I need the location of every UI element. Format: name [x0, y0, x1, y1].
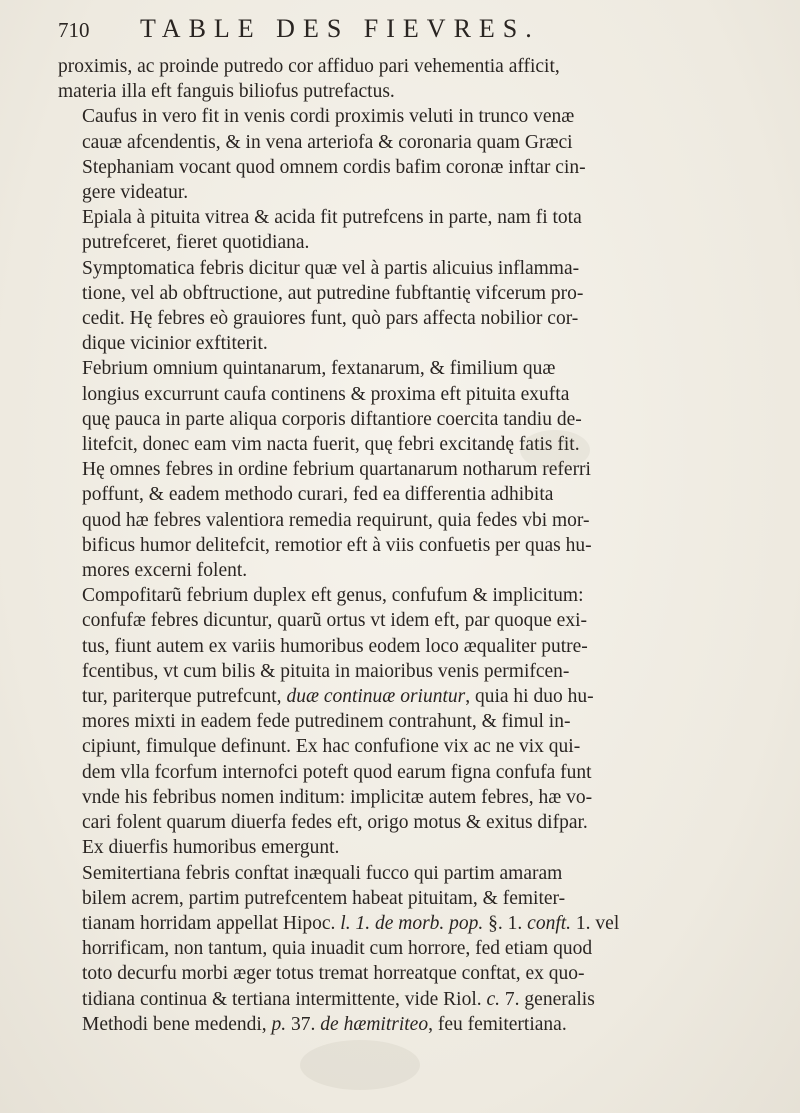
text-line: Methodi bene medendi, p. 37. de hæmitriteo, feu femitertiana.	[82, 1013, 567, 1035]
text-line: longius excurrunt caufa continens & proxima eft pituita exufta	[82, 383, 570, 405]
text-line: Ex diuerfis humoribus emergunt.	[82, 837, 340, 859]
text-line: confufæ febres dicuntur, quarũ ortus vt idem eft, par quoque exi-	[82, 610, 587, 632]
page-number: 710	[58, 18, 90, 42]
text-line: proximis, ac proinde putredo cor affiduo pari vehementia afficit,	[58, 56, 560, 77]
text-line: tidiana continua & tertiana intermittente, vide Riol. c. 7. generalis	[82, 988, 595, 1010]
paragraph	[58, 205, 766, 255]
text-line: Epiala à pituita vitrea & acida fit putrefcens in parte, nam fi tota	[82, 207, 582, 229]
text-line: cedit. Hę febres eò grauiores funt, quò pars affecta nobilior cor-	[82, 308, 579, 330]
text-line: tione, vel ab obftructione, aut putredine fubftantię vifcerum pro-	[82, 282, 584, 304]
text-line: bificus humor delitefcit, remotior eft à viis confuetis per quas hu-	[82, 534, 592, 556]
text-body	[58, 54, 766, 1037]
text-line: toto decurfu morbi æger totus tremat horreatque conftat, ex quo-	[82, 963, 585, 985]
italic-text: de hæmitriteo	[320, 1013, 429, 1035]
text-line: Compofitarũ febrium duplex eft genus, confufum & implicitum:	[82, 585, 584, 607]
text-line: fcentibus, vt cum bilis & pituita in maioribus venis permifcen-	[82, 660, 570, 682]
text-line: Semitertiana febris conftat inæquali fucco qui partim amaram	[82, 862, 563, 884]
text-line: horrificam, non tantum, quia inuadit cum horrore, fed etiam quod	[82, 938, 593, 960]
italic-text: duæ continuæ oriuntur	[286, 686, 466, 708]
text-line: poffunt, & eadem methodo curari, fed ea differentia adhibita	[82, 484, 554, 506]
italic-text: p.	[271, 1013, 287, 1035]
running-title: TABLE DES FIEVRES.	[140, 14, 540, 43]
text-line: litefcit, donec eam vim nacta fuerit, quę febri excitandę fatis fit.	[82, 434, 580, 456]
text-line: tianam horridam appellat Hipoc. l. 1. de morb. pop. §. 1. conft. 1. vel	[82, 912, 620, 934]
text-line: putrefceret, fieret quotidiana.	[82, 232, 310, 254]
text-line: Febrium omnium quintanarum, fextanarum, & fimilium quæ	[82, 358, 556, 380]
italic-text: conft.	[527, 912, 572, 934]
text-line: vnde his febribus nomen inditum: implicitæ autem febres, hæ vo-	[82, 786, 593, 808]
text-line: dique vicinior exftiterit.	[82, 333, 268, 355]
text-line: cari folent quarum diuerfa fedes eft, origo motus & exitus difpar.	[82, 812, 588, 834]
text-line: mores excerni folent.	[82, 560, 248, 582]
text-line: tus, fiunt autem ex variis humoribus eodem loco æqualiter putre-	[82, 635, 588, 657]
text-line: tur, pariterque putrefcunt, duæ continuæ oriuntur, quia hi duo hu-	[82, 686, 594, 708]
paragraph	[58, 256, 766, 357]
paragraph	[58, 861, 766, 1037]
paragraph	[58, 54, 766, 104]
text-line: Hę omnes febres in ordine febrium quartanarum notharum referri	[82, 459, 591, 481]
text-line: quę pauca in parte aliqua corporis diftantiore coercita tandiu de-	[82, 408, 582, 430]
paragraph	[58, 583, 766, 860]
text-line: dem vlla fcorfum internofci poteft quod earum figna confufa funt	[82, 761, 592, 783]
paper-stain	[300, 1040, 420, 1090]
italic-text: l. 1. de morb. pop.	[340, 912, 484, 934]
text-line: cauæ afcendentis, & in vena arteriofa & coronaria quam Græci	[82, 131, 573, 153]
paragraph	[58, 104, 766, 205]
text-line: Caufus in vero fit in venis cordi proximis veluti in trunco venæ	[82, 106, 575, 128]
text-line: bilem acrem, partim putrefcentem habeat pituitam, & femiter-	[82, 887, 566, 909]
text-line: materia illa eft fanguis biliofus putrefactus.	[58, 81, 395, 103]
text-line: cipiunt, fimulque definunt. Ex hac confufione vix ac ne vix qui-	[82, 736, 581, 758]
text-line: Symptomatica febris dicitur quæ vel à partis alicuius inflamma-	[82, 257, 580, 279]
italic-text: c.	[486, 988, 501, 1010]
text-line: quod hæ febres valentiora remedia requirunt, quia fedes vbi mor-	[82, 509, 590, 531]
paper-stain	[520, 430, 590, 470]
text-line: Stephaniam vocant quod omnem cordis bafim coronæ inftar cin-	[82, 156, 586, 178]
page-header	[58, 14, 766, 54]
paragraph	[58, 356, 766, 583]
text-line: mores mixti in eadem fede putredinem contrahunt, & fimul in-	[82, 711, 571, 733]
text-line: gere videatur.	[82, 182, 189, 204]
